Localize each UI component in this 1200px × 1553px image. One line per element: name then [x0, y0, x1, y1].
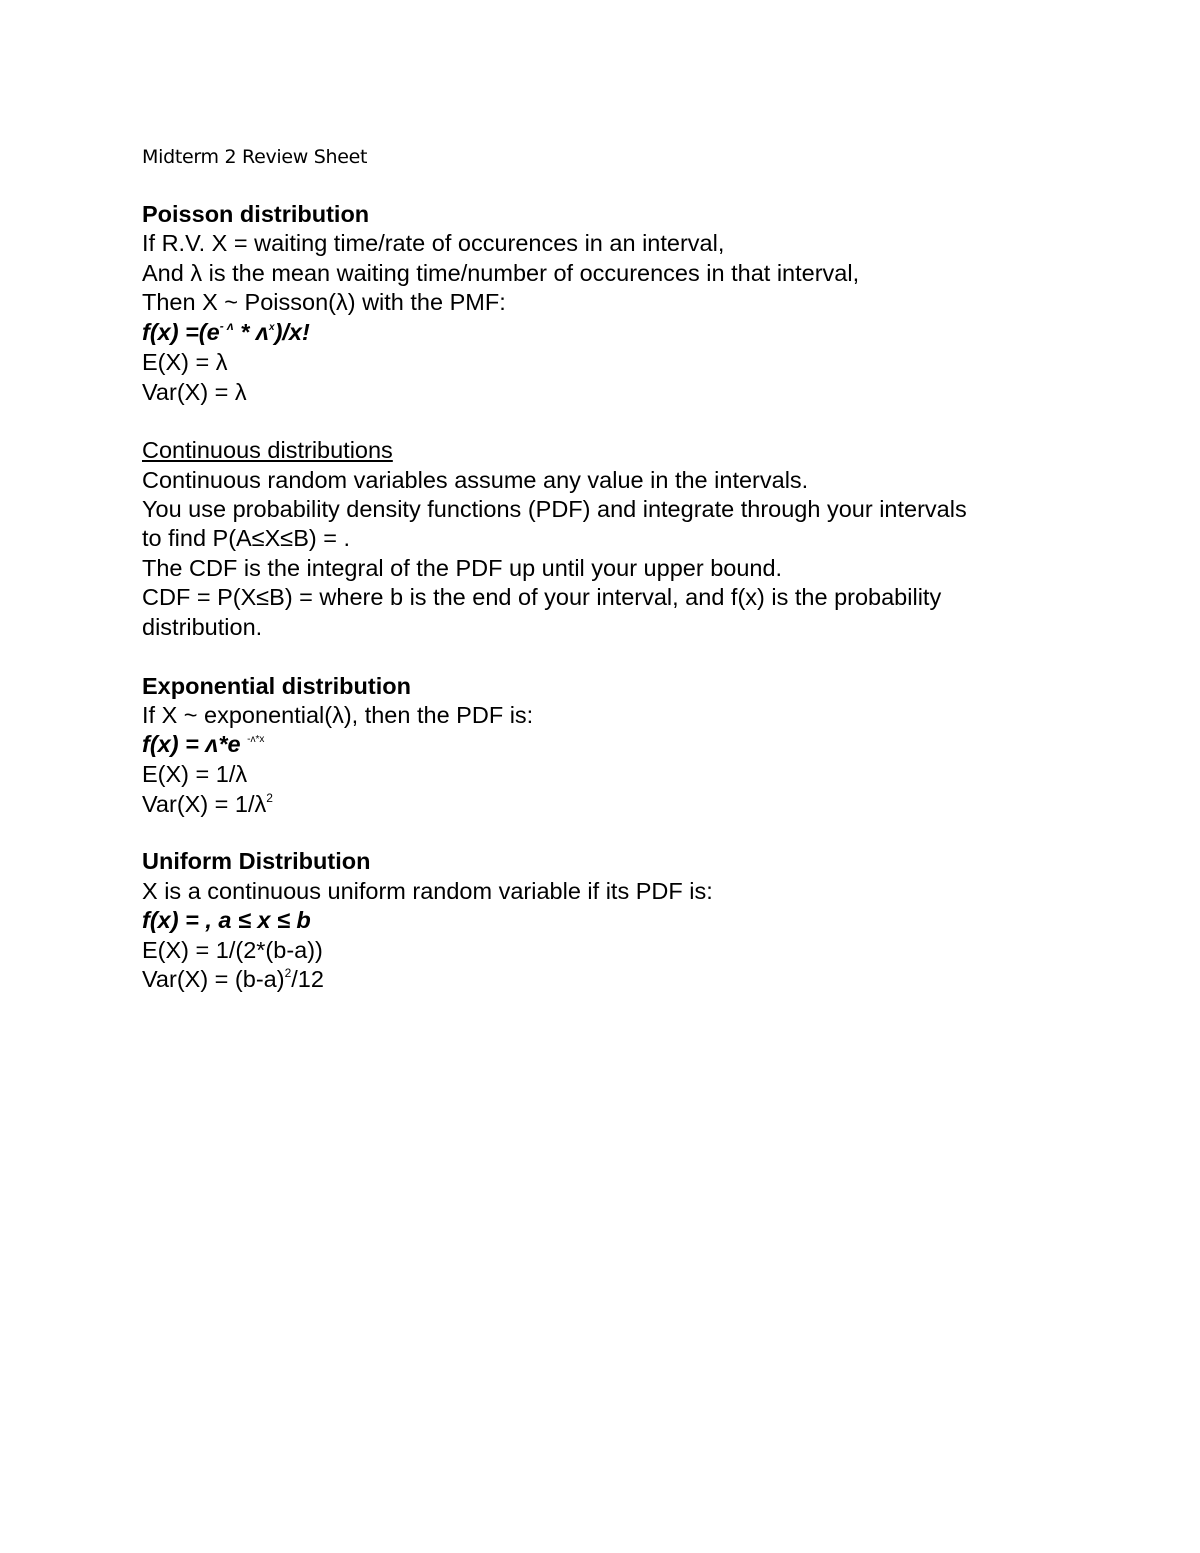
exponential-pdf-formula — [142, 729, 264, 759]
uniform-expectation: E(X) = 1/(2*(b-a)) — [142, 937, 323, 963]
formula-part: )/x! — [274, 319, 310, 345]
poisson-text-line: And λ is the mean waiting time/number of occurences in that interval, — [142, 260, 860, 286]
poisson-text-line: If R.V. X = waiting time/rate of occurences in an interval, — [142, 230, 725, 256]
exponential-heading: Exponential distribution — [142, 673, 411, 699]
formula-part: Var(X) = 1/λ — [142, 791, 267, 817]
poisson-text-line: Then X ~ Poisson(λ) with the PMF: — [142, 289, 506, 315]
uniform-pdf-formula: f(x) = , a ≤ x ≤ b — [142, 907, 311, 933]
continuous-text-line: CDF = P(X≤B) = where b is the end of your interval, and f(x) is the probability — [142, 584, 942, 610]
exponential-expectation: E(X) = 1/λ — [142, 761, 248, 787]
continuous-text-line: Continuous random variables assume any value in the intervals. — [142, 467, 809, 493]
formula-exponent: 2 — [266, 791, 273, 805]
continuous-heading: Continuous distributions — [142, 437, 393, 463]
uniform-heading: Uniform Distribution — [142, 848, 371, 874]
formula-exponent: - ʌ — [219, 319, 234, 333]
continuous-text-line: distribution. — [142, 614, 263, 640]
formula-exponent: 2 — [284, 966, 292, 980]
formula-part: f(x) = ʌ*e — [142, 731, 248, 757]
uniform-variance — [142, 964, 324, 994]
document-title: Midterm 2 Review Sheet — [142, 146, 368, 168]
continuous-text-line: to find P(A≤X≤B) = . — [142, 525, 351, 551]
continuous-text-line: You use probability density functions (PDF) and integrate through your intervals — [142, 496, 967, 522]
uniform-text-line: X is a continuous uniform random variable if its PDF is: — [142, 878, 713, 904]
poisson-heading: Poisson distribution — [142, 201, 370, 227]
exponential-variance — [142, 789, 273, 819]
continuous-text-line: The CDF is the integral of the PDF up until your upper bound. — [142, 555, 783, 581]
poisson-pmf-formula — [142, 317, 310, 347]
formula-part: Var(X) = (b-a) — [142, 966, 285, 992]
poisson-variance: Var(X) = λ — [142, 379, 247, 405]
exponential-text-line: If X ~ exponential(λ), then the PDF is: — [142, 702, 534, 728]
poisson-expectation: E(X) = λ — [142, 349, 228, 375]
formula-part: f(x) =(e — [142, 319, 220, 345]
formula-part: /12 — [291, 966, 324, 992]
formula-exponent: x — [269, 322, 275, 333]
formula-part: * ʌ — [233, 319, 269, 345]
formula-exponent: -ʌ*x — [247, 734, 265, 745]
